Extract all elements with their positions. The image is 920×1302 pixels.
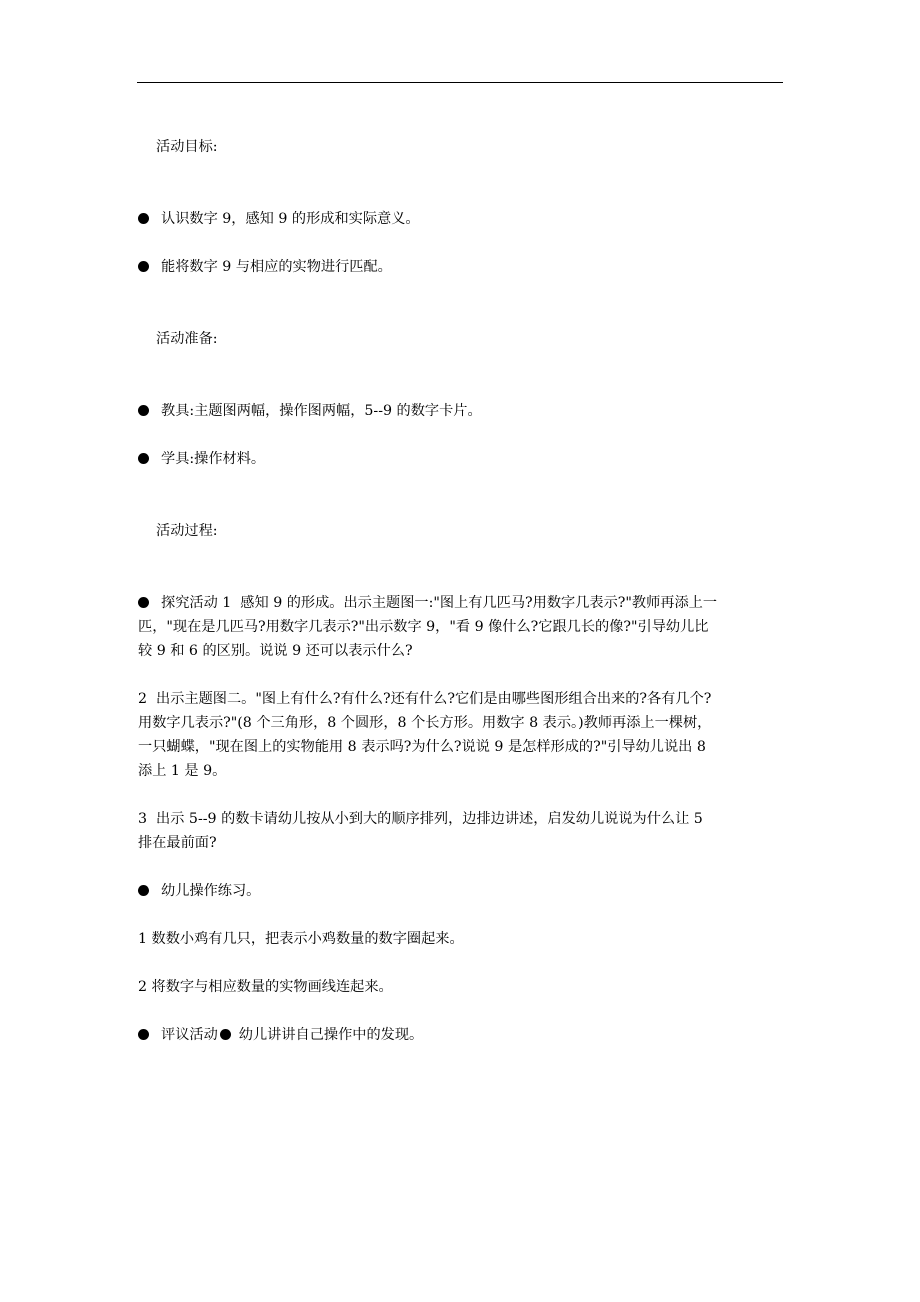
list-item-text: 幼儿讲讲自己操作中的发现。 — [238, 1027, 424, 1043]
list-item — [138, 1023, 788, 1047]
bullet-icon — [138, 213, 149, 224]
text-line: 添上 1 是 9。 — [138, 763, 227, 779]
list-item — [138, 255, 788, 279]
text-line: 2 将数字与相应数量的实物画线连起来。 — [138, 979, 393, 995]
bullet-icon — [138, 885, 149, 896]
process-step-1 — [138, 591, 788, 663]
text-line: 一只蝴蝶，"现在图上的实物能用 8 表示吗?为什么?说说 9 是怎样形成的?"引导幼儿说出 8 — [138, 739, 706, 755]
list-item-text: 评议活动 — [161, 1027, 218, 1043]
document-body — [138, 111, 788, 1071]
practice-step-1 — [138, 927, 788, 951]
bullet-icon — [220, 1029, 231, 1040]
section-heading-process — [138, 495, 788, 567]
bullet-icon — [138, 453, 149, 464]
bullet-icon — [138, 597, 149, 608]
bullet-icon — [138, 1029, 149, 1040]
text-line: 探究活动 1 感知 9 的形成。出示主题图一:"图上有几匹马?用数字几表示?"教师再添上一 — [161, 595, 718, 611]
section-heading-prep — [138, 303, 788, 375]
text-line: 排在最前面? — [138, 835, 217, 851]
text-line: 较 9 和 6 的区别。说说 9 还可以表示什么? — [138, 643, 413, 659]
text-line: 1 数数小鸡有几只，把表示小鸡数量的数字圈起来。 — [138, 931, 464, 947]
text-line: 匹，"现在是几匹马?用数字几表示?"出示数字 9，"看 9 像什么?它跟几长的像?"引导幼儿比 — [138, 619, 709, 635]
process-step-3 — [138, 807, 788, 855]
heading-text: 活动目标: — [156, 139, 218, 155]
bullet-icon — [138, 261, 149, 272]
list-item-text: 认识数字 9，感知 9 的形成和实际意义。 — [161, 211, 420, 227]
list-item-text: 教具:主题图两幅，操作图两幅，5--9 的数字卡片。 — [161, 403, 482, 419]
text-line: 用数字几表示?"(8 个三角形，8 个圆形，8 个长方形。用数字 8 表示。)教师再添上一棵树， — [138, 715, 712, 731]
header-rule — [137, 82, 783, 83]
bullet-icon — [138, 405, 149, 416]
list-item — [138, 207, 788, 231]
text-line: 3 出示 5--9 的数卡请幼儿按从小到大的顺序排列，边排边讲述，启发幼儿说说为什么让 5 — [138, 811, 703, 827]
list-item — [138, 879, 788, 903]
list-item-text: 能将数字 9 与相应的实物进行匹配。 — [161, 259, 392, 275]
heading-text: 活动过程: — [156, 523, 218, 539]
section-heading-goals — [138, 111, 788, 183]
text-line: 2 出示主题图二。"图上有什么?有什么?还有什么?它们是由哪些图形组合出来的?各有几个? — [138, 691, 712, 707]
process-step-2 — [138, 687, 788, 783]
practice-step-2 — [138, 975, 788, 999]
list-item — [138, 399, 788, 423]
heading-text: 活动准备: — [156, 331, 218, 347]
list-item — [138, 447, 788, 471]
list-item-text: 幼儿操作练习。 — [161, 883, 261, 899]
list-item-text: 学具:操作材料。 — [161, 451, 266, 467]
